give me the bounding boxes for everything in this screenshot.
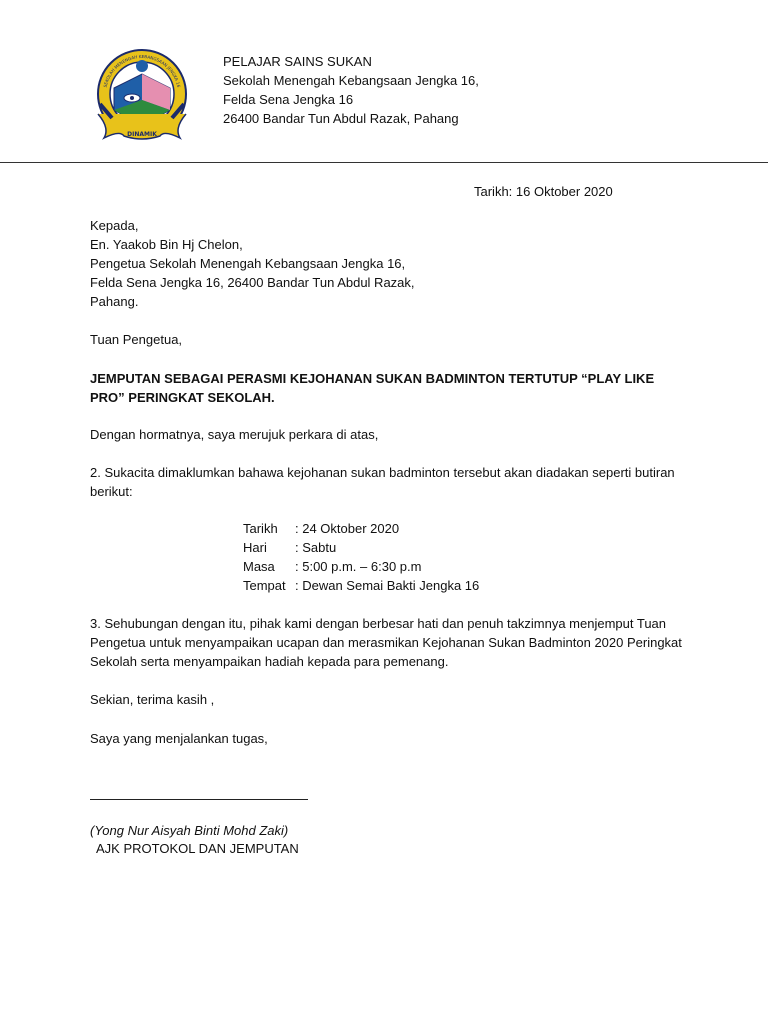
crest-motto: DINAMIK (127, 131, 157, 138)
recipient-name: En. Yaakob Bin Hj Chelon, (90, 237, 243, 252)
detail-row-day (243, 538, 479, 557)
detail-row-date (243, 519, 479, 538)
detail-row-venue (243, 576, 479, 595)
recipient-greeting: Kepada, (90, 218, 139, 233)
detail-value: : 24 Oktober 2020 (295, 521, 400, 536)
recipient-address (90, 216, 415, 311)
sender-school: Sekolah Menengah Kebangsaan Jengka 16, (223, 73, 479, 88)
sender-area: Felda Sena Jengka 16 (223, 92, 354, 107)
sender-address (223, 52, 479, 128)
detail-label: Masa (243, 559, 275, 574)
detail-value: : Dewan Semai Bakti Jengka 16 (295, 578, 480, 593)
salutation: Tuan Pengetua, (90, 332, 183, 347)
recipient-title: Pengetua Sekolah Menengah Kebangsaan Jengka 16, (90, 256, 406, 271)
detail-value: : Sabtu (295, 540, 337, 555)
detail-row-time (243, 557, 479, 576)
school-crest-icon (90, 44, 194, 150)
sender-org: PELAJAR SAINS SUKAN (223, 54, 372, 69)
signatory-role: AJK PROTOKOL DAN JEMPUTAN (96, 841, 299, 856)
sender-postcode: 26400 Bandar Tun Abdul Razak, Pahang (223, 111, 459, 126)
detail-label: Tarikh (243, 521, 278, 536)
header-divider (0, 162, 768, 163)
paragraph-3: 3. Sehubungan dengan itu, pihak kami dengan berbesar hati dan penuh takzimnya menjemput Tuan Pengetua untuk menyampaikan ucapan dan merasmikan Kejohanan Sukan Badminton 2020 Peringkat Sekolah serta menyampaikan hadiah kepada para pemenang. (90, 616, 682, 669)
school-crest-logo (90, 44, 194, 150)
closing-line: Sekian, terima kasih , (90, 692, 215, 707)
signoff-line: Saya yang menjalankan tugas, (90, 731, 268, 746)
recipient-street: Felda Sena Jengka 16, 26400 Bandar Tun Abdul Razak, (90, 275, 415, 290)
detail-label: Tempat (243, 578, 286, 593)
recipient-state: Pahang. (90, 294, 139, 309)
detail-value: : 5:00 p.m. – 6:30 p.m (295, 559, 422, 574)
detail-label: Hari (243, 540, 267, 555)
crest-ring-text: SEKOLAH MENENGAH KEBANGSAAN JENGKA 16 (102, 53, 182, 88)
letter-date: Tarikh: 16 Oktober 2020 (474, 184, 613, 199)
event-details (243, 519, 479, 595)
opening-line: Dengan hormatnya, saya merujuk perkara di atas, (90, 427, 379, 442)
letter-subject: JEMPUTAN SEBAGAI PERASMI KEJOHANAN SUKAN BADMINTON TERTUTUP “PLAY LIKE PRO” PERINGKAT SEKOLAH. (90, 371, 655, 405)
signature-line (90, 799, 308, 800)
paragraph-2: 2. Sukacita dimaklumkan bahawa kejohanan sukan badminton tersebut akan diadakan seperti butiran berikut: (90, 465, 675, 499)
signatory-name: (Yong Nur Aisyah Binti Mohd Zaki) (90, 823, 289, 838)
